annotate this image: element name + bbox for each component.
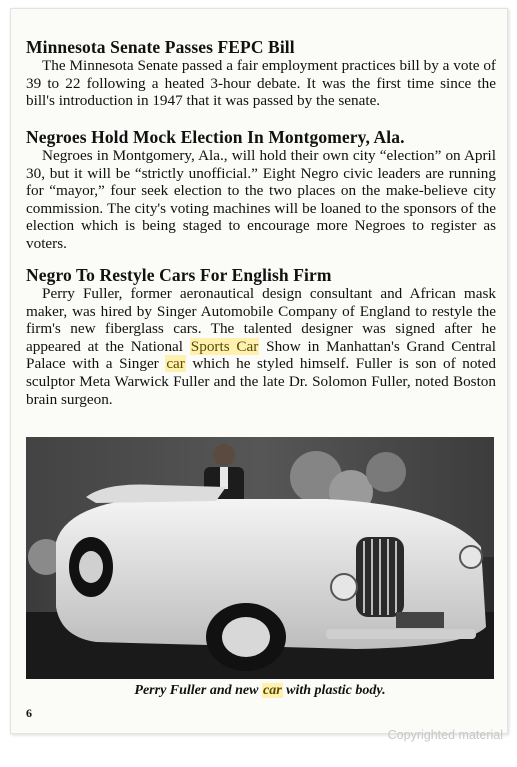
article-mock-election xyxy=(26,127,496,253)
caption-text: Perry Fuller and new xyxy=(134,683,262,698)
body-fepc: The Minnesota Senate passed a fair employment practices bill by a vote of 39 to 22 following a heated 3-hour debate. It was the first time since the bill's introduction in 1947 that it was passed by the senate. xyxy=(26,57,496,110)
body-text: Show in Manhattan's Grand Central Palace with a Singer xyxy=(26,337,496,373)
page-number: 6 xyxy=(26,706,32,720)
body-text: which he styled himself. Fuller is son of noted sculptor Meta Warwick Fuller and the late Dr. Solomon Fuller, noted Boston brain surgeon. xyxy=(26,355,496,408)
caption-text: with plastic body. xyxy=(282,683,386,698)
car-photo xyxy=(26,437,494,679)
headline-fepc: Minnesota Senate Passes FEPC Bill xyxy=(26,37,295,57)
search-highlight: Sports Car xyxy=(190,337,259,355)
article-fepc xyxy=(26,37,496,110)
article-restyle-cars xyxy=(26,265,496,408)
headline-restyle-cars: Negro To Restyle Cars For English Firm xyxy=(26,265,332,285)
search-highlight: car xyxy=(262,683,282,698)
search-highlight: car xyxy=(166,355,185,373)
body-restyle-cars xyxy=(26,285,496,408)
body-mock-election: Negroes in Montgomery, Ala., will hold their own city “election” on April 30, but it will be “strictly unofficial.” Eight Negro civic leaders are running for “mayor,” four seek election to the two places on the make-believe city commission. The city's voting machines will be loaned to the sponsors of the election which is being staged to encourage more Negroes to register as voters. xyxy=(26,147,496,252)
photo-caption xyxy=(26,683,494,699)
headline-mock-election: Negroes Hold Mock Election In Montgomery, Ala. xyxy=(26,127,405,147)
body-text: Perry Fuller, former aeronautical design consultant and African mask maker, was hired by Singer Automobile Company of England to restyle the firm's new fiberglass cars. The talented designer was signed after he appeared at the National xyxy=(26,285,496,355)
copyright-watermark: Copyrighted material xyxy=(387,728,503,742)
